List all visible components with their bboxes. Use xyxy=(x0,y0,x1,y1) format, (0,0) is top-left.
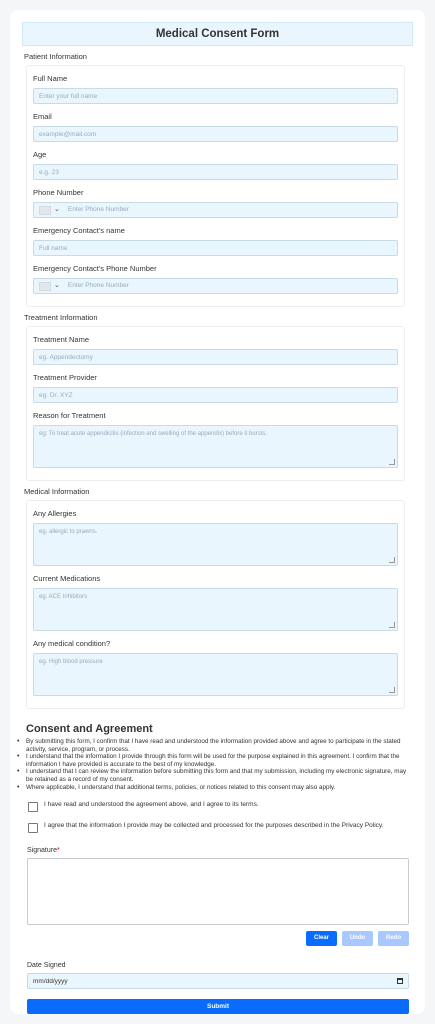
email-label: Email xyxy=(33,112,52,121)
chevron-down-icon[interactable]: ⌄ xyxy=(54,206,60,213)
treatment-name-input[interactable]: eg. Appendectomy xyxy=(33,349,398,365)
condition-label: Any medical condition? xyxy=(33,639,111,648)
patient-card xyxy=(26,65,405,307)
medical-card xyxy=(26,500,405,709)
form-title: Medical Consent Form xyxy=(22,22,413,46)
date-label: Date Signed xyxy=(27,962,66,970)
emergency-name-input[interactable]: Full name xyxy=(33,240,398,256)
treatment-provider-input[interactable]: eg. Dr. XYZ xyxy=(33,387,398,403)
signature-buttons xyxy=(22,931,409,946)
phone-input[interactable] xyxy=(33,202,398,218)
redo-button[interactable]: Redo xyxy=(378,931,409,946)
consent-item: • I understand that I can review the information before submitting this form and that my submission, including my electronic signature, may be retained as a record of my consent. xyxy=(26,768,407,783)
condition-field xyxy=(33,639,398,696)
privacy-checkbox[interactable] xyxy=(28,823,38,833)
full-name-label: Full Name xyxy=(33,74,68,83)
submit-button[interactable]: Submit xyxy=(27,999,409,1014)
flag-icon[interactable] xyxy=(39,282,51,291)
emergency-phone-input[interactable] xyxy=(33,278,398,294)
emergency-phone-label: Emergency Contact's Phone Number xyxy=(33,264,157,273)
signature-label xyxy=(27,847,413,854)
email-input[interactable]: example@mail.com xyxy=(33,126,398,142)
consent-item: • Where applicable, I understand that additional terms, policies, or notices related to this consent may also apply. xyxy=(26,784,407,792)
agreement-checkbox-label[interactable]: I have read and understood the agreement above, and I agree to its terms. xyxy=(44,801,259,809)
consent-item: • By submitting this form, I confirm that I have read and understood the information provided above and agree to participate in the stated activity, service, program, or process. xyxy=(26,738,407,753)
consent-form xyxy=(22,22,413,1011)
age-field xyxy=(33,150,398,180)
section-label-patient: Patient Information xyxy=(24,52,87,61)
chevron-down-icon[interactable]: ⌄ xyxy=(54,282,60,289)
phone-field xyxy=(33,188,398,218)
medications-field xyxy=(33,574,398,631)
emergency-phone-field xyxy=(33,264,398,294)
section-label-treatment: Treatment Information xyxy=(24,313,98,322)
flag-icon[interactable] xyxy=(39,206,51,215)
privacy-checkbox-row[interactable] xyxy=(28,822,413,833)
treatment-reason-field xyxy=(33,411,398,468)
allergies-textarea[interactable]: eg. allergic to prawns. xyxy=(33,523,398,566)
treatment-name-label: Treatment Name xyxy=(33,335,89,344)
phone-placeholder: Enter Phone Number xyxy=(67,206,129,213)
allergies-label: Any Allergies xyxy=(33,509,77,518)
treatment-name-field xyxy=(33,335,398,365)
full-name-field xyxy=(33,74,398,104)
emergency-name-field xyxy=(33,226,398,256)
privacy-checkbox-label[interactable]: I agree that the information I provide may be collected and processed for the purposes described in the Privacy Policy. xyxy=(44,822,384,830)
section-label-medical: Medical Information xyxy=(24,487,90,496)
treatment-card xyxy=(26,326,405,481)
condition-textarea[interactable]: eg. High blood pressure xyxy=(33,653,398,696)
treatment-provider-label: Treatment Provider xyxy=(33,373,97,382)
consent-list xyxy=(22,738,413,791)
agreement-checkbox-row[interactable] xyxy=(28,801,413,812)
email-field xyxy=(33,112,398,142)
agreement-checkbox[interactable] xyxy=(28,802,38,812)
full-name-input[interactable]: Enter your full name xyxy=(33,88,398,104)
date-placeholder: mm/dd/yyyy xyxy=(33,977,68,985)
medications-label: Current Medications xyxy=(33,574,101,583)
age-label: Age xyxy=(33,150,47,159)
treatment-provider-field xyxy=(33,373,398,403)
phone-label: Phone Number xyxy=(33,188,84,197)
page-container xyxy=(10,10,425,1014)
undo-button[interactable]: Undo xyxy=(342,931,373,946)
signature-label-text: Signature xyxy=(27,847,57,855)
signature-pad[interactable] xyxy=(27,858,409,925)
clear-button[interactable]: Clear xyxy=(306,931,337,946)
age-input[interactable]: e.g. 23 xyxy=(33,164,398,180)
calendar-icon[interactable] xyxy=(397,978,403,984)
emergency-name-label: Emergency Contact's name xyxy=(33,226,125,235)
emergency-phone-placeholder: Enter Phone Number xyxy=(67,282,129,289)
treatment-reason-textarea[interactable]: eg: To treat acute appendicitis (infection and swelling of the appendix) before it bursts. xyxy=(33,425,398,468)
consent-title: Consent and Agreement xyxy=(26,723,153,735)
treatment-reason-label: Reason for Treatment xyxy=(33,411,106,420)
allergies-field xyxy=(33,509,398,566)
consent-item: • I understand that the information I provide through this form will be used for the purpose explained in this agreement. I confirm that the information I have provided is accurate to the best of my knowledge. xyxy=(26,753,407,768)
date-input[interactable] xyxy=(27,973,409,989)
medications-textarea[interactable]: eg. ACE Inhibitors xyxy=(33,588,398,631)
required-mark: * xyxy=(56,847,60,855)
